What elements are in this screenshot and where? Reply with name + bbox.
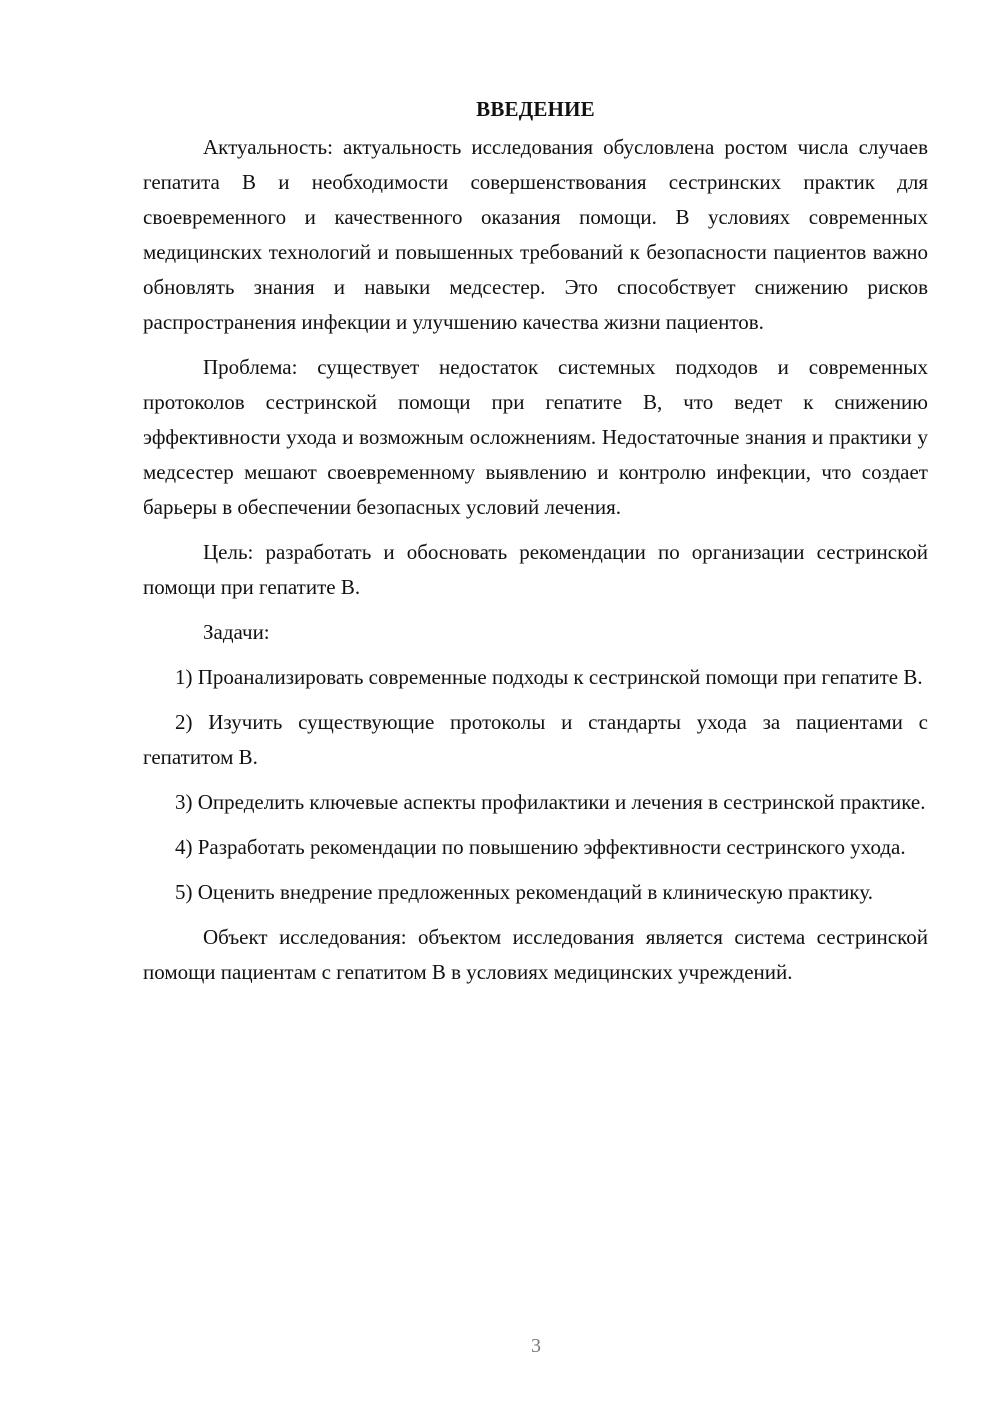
goal-paragraph: Цель: разработать и обосновать рекомендации по организации сестринской помощи при гепатите В. [143,540,928,599]
tasks-heading: Задачи: [203,620,270,644]
task-item-5: 5) Оценить внедрение предложенных рекомендаций в клиническую практику. [175,880,873,904]
problem-paragraph: Проблема: существует недостаток системных подходов и современных протоколов сестринской помощи при гепатите В, что ведет к снижению эффективности ухода и возможным осложнениям. Недостаточные знания и практики у медсестер мешают своевременному выявлению и контролю инфекции, что создает барьеры в обеспечении безопасных условий лечения. [143,355,928,519]
task-item-2: 2) Изучить существующие протоколы и стандарты ухода за пациентами с гепатитом В. [143,710,928,769]
relevance-paragraph: Актуальность: актуальность исследования обусловлена ростом числа случаев гепатита В и необходимости совершенствования сестринских практик для своевременного и качественного оказания помощи. В условиях современных медицинских технологий и повышенных требований к безопасности пациентов важно обновлять знания и навыки медсестер. Это способствует снижению рисков распространения инфекции и улучшению качества жизни пациентов. [143,135,928,334]
section-title: ВВЕДЕНИЕ [476,97,595,121]
page-number: 3 [531,1335,541,1357]
object-paragraph: Объект исследования: объектом исследования является система сестринской помощи пациентам с гепатитом В в условиях медицинских учреждений. [143,925,928,984]
page-content [143,92,928,990]
task-item-3: 3) Определить ключевые аспекты профилактики и лечения в сестринской практике. [175,790,926,814]
task-item-1: 1) Проанализировать современные подходы к сестринской помощи при гепатите В. [175,665,923,689]
task-item-4: 4) Разработать рекомендации по повышению эффективности сестринского ухода. [175,835,906,859]
